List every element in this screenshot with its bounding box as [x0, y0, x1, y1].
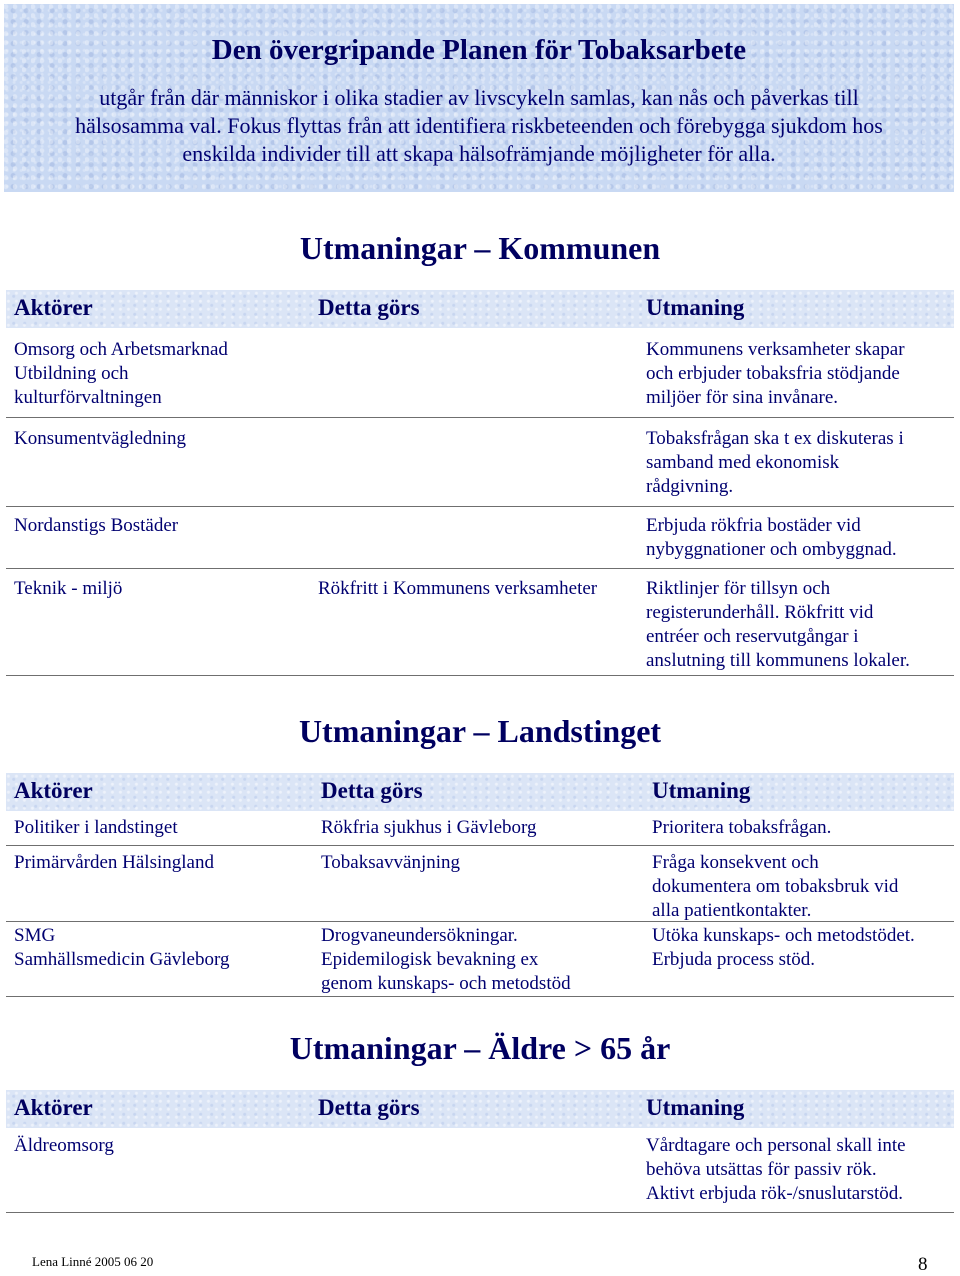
- table-cell-done: Tobaksavvänjning: [321, 852, 461, 873]
- table-cell-challenge: Tobaksfrågan ska t ex diskuteras i samband med ekonomisk rådgivning.: [646, 428, 904, 497]
- row-divider: [6, 1212, 954, 1213]
- table-cell-actor: Primärvården Hälsingland: [14, 852, 214, 873]
- table-cell-done: Rökfria sjukhus i Gävleborg: [321, 817, 537, 838]
- intro-text: [24, 84, 934, 168]
- section-title-kommunen: Utmaningar – Kommunen: [299, 230, 661, 266]
- table-cell-challenge: Prioritera tobaksfrågan.: [652, 817, 832, 838]
- row-divider: [6, 845, 954, 846]
- intro-line: enskilda individer till att skapa hälsofrämjande möjligheter för alla.: [182, 141, 776, 166]
- row-divider: [6, 996, 954, 997]
- table-cell-challenge: Vårdtagare och personal skall inte behöva utsättas för passiv rök. Aktivt erbjuda rök-/snuslutarstöd.: [646, 1135, 906, 1204]
- column-header-challenge: Utmaning: [646, 1095, 745, 1120]
- page-number: 8: [918, 1254, 928, 1275]
- table-cell-actor: Konsumentvägledning: [14, 428, 187, 449]
- table-cell-actor: SMG Samhällsmedicin Gävleborg: [14, 925, 230, 970]
- table-cell-challenge: Utöka kunskaps- och metodstödet. Erbjuda process stöd.: [652, 925, 915, 970]
- column-header-actors: Aktörer: [14, 1095, 93, 1120]
- column-header-challenge: Utmaning: [652, 778, 751, 803]
- intro-line: hälsosamma val. Fokus flyttas från att identifiera riskbeteenden och förebygga sjukdom hos: [75, 113, 883, 138]
- row-divider: [6, 417, 954, 418]
- column-header-band: [6, 290, 954, 328]
- intro-box: [4, 4, 954, 192]
- table-cell-done: Rökfritt i Kommunens verksamheter: [318, 578, 598, 599]
- table-cell-actor: Äldreomsorg: [14, 1135, 114, 1156]
- table-cell-actor: Omsorg och Arbetsmarknad Utbildning och kulturförvaltningen: [14, 339, 228, 408]
- column-header-done: Detta görs: [318, 1095, 420, 1120]
- column-header-band: [6, 773, 954, 811]
- column-header-challenge: Utmaning: [646, 295, 745, 320]
- column-header-band: [6, 1090, 954, 1128]
- column-header-done: Detta görs: [321, 778, 423, 803]
- column-header-actors: Aktörer: [14, 778, 93, 803]
- section-title-aldre: Utmaningar – Äldre > 65 år: [289, 1030, 671, 1066]
- table-cell-challenge: Riktlinjer för tillsyn och registerunderhåll. Rökfritt vid entréer och reservutgångar i anslutning till kommunens lokaler.: [646, 578, 910, 671]
- table-cell-done: Drogvaneundersökningar. Epidemilogisk bevakning ex genom kunskaps- och metodstöd: [321, 925, 571, 994]
- table-cell-challenge: Fråga konsekvent och dokumentera om tobaksbruk vid alla patientkontakter.: [652, 852, 899, 921]
- intro-line: utgår från där människor i olika stadier av livscykeln samlas, kan nås och påverkas till: [99, 85, 859, 110]
- column-header-actors: Aktörer: [14, 295, 93, 320]
- document-title: Den övergripande Planen för Tobaksarbete: [211, 34, 747, 66]
- row-divider: [6, 921, 954, 922]
- column-header-done: Detta görs: [318, 295, 420, 320]
- table-cell-challenge: Kommunens verksamheter skapar och erbjuder tobaksfria stödjande miljöer för sina invånare.: [646, 339, 905, 408]
- row-divider: [6, 675, 954, 676]
- section-title-landstinget: Utmaningar – Landstinget: [298, 713, 662, 749]
- row-divider: [6, 568, 954, 569]
- table-cell-actor: Nordanstigs Bostäder: [14, 515, 179, 536]
- table-cell-challenge: Erbjuda rökfria bostäder vid nybyggnationer och ombyggnad.: [646, 515, 897, 560]
- row-divider: [6, 506, 954, 507]
- footer-author-date: Lena Linné 2005 06 20: [32, 1254, 154, 1269]
- table-cell-actor: Politiker i landstinget: [14, 817, 178, 838]
- table-cell-actor: Teknik - miljö: [14, 578, 123, 599]
